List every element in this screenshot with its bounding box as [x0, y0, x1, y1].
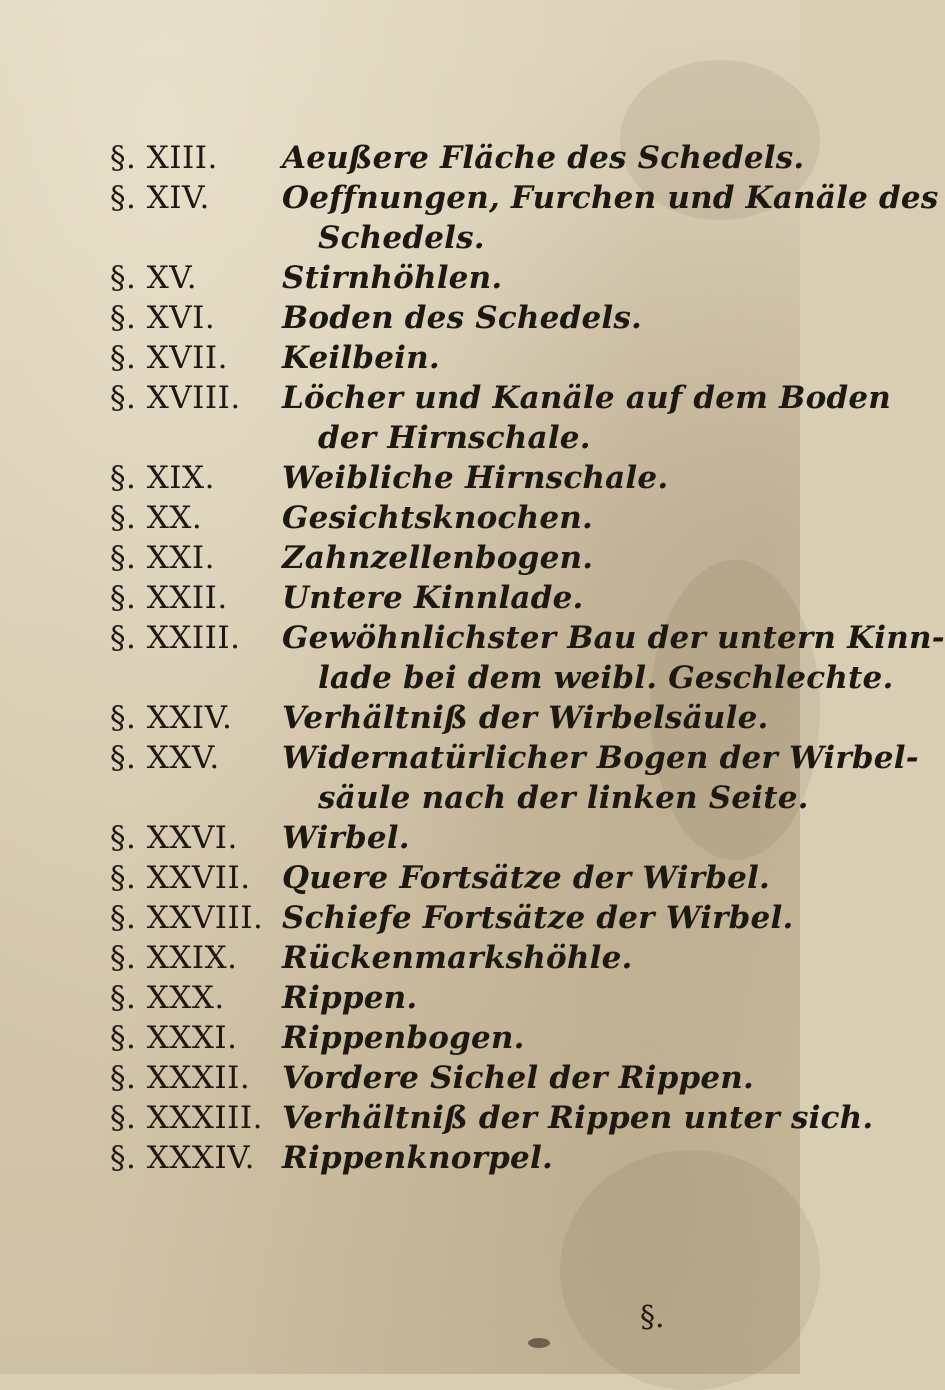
section-number: §. XXVI. [110, 820, 238, 856]
section-number: §. XXIII. [110, 620, 241, 656]
section-title [282, 978, 780, 1018]
section-title [282, 738, 919, 818]
toc-entry [110, 938, 780, 978]
section-number: §. XXX. [110, 980, 225, 1016]
section-title [282, 258, 780, 298]
section-title-continuation: der Hirnschale. [318, 420, 591, 456]
paper-stain [560, 1150, 820, 1390]
toc-entry [110, 738, 919, 818]
toc-entry [110, 498, 780, 538]
section-number: §. XIV. [110, 180, 210, 216]
section-title-continuation: säule nach der linken Seite. [318, 780, 809, 816]
toc-entry [110, 1058, 780, 1098]
toc-entry [110, 378, 891, 458]
toc-entry [110, 258, 780, 298]
section-title [282, 818, 780, 858]
section-title [282, 618, 945, 698]
section-title-line: Aeußere Fläche des Schedels. [282, 140, 805, 176]
section-title-line: Stirnhöhlen. [282, 260, 503, 296]
section-number: §. XXIX. [110, 940, 238, 976]
ink-blot [528, 1338, 550, 1348]
section-title [282, 858, 780, 898]
section-title-line: Verhältniß der Wirbelsäule. [282, 700, 769, 736]
section-title-line: Löcher und Kanäle auf dem Boden [282, 380, 891, 416]
toc-entry [110, 858, 780, 898]
toc-entry [110, 818, 780, 858]
section-title-line: Rückenmarkshöhle. [282, 940, 633, 976]
table-of-contents [110, 138, 945, 1178]
section-number: §. XXVIII. [110, 900, 264, 936]
section-title-line: Rippenbogen. [282, 1020, 525, 1056]
section-title [282, 298, 780, 338]
section-title [282, 498, 780, 538]
section-title-line: Zahnzellenbogen. [282, 540, 594, 576]
toc-entry [110, 618, 945, 698]
section-title-line: Verhältniß der Rippen unter sich. [282, 1100, 874, 1136]
section-title-line: Widernatürlicher Bogen der Wirbel- [282, 740, 919, 776]
section-title-line: Rippenknorpel. [282, 1140, 553, 1176]
section-title [282, 1018, 780, 1058]
section-title-line: Untere Kinnlade. [282, 580, 584, 616]
section-title-line: Vordere Sichel der Rippen. [282, 1060, 755, 1096]
section-number: §. XIX. [110, 460, 215, 496]
section-title-line: Schiefe Fortsätze der Wirbel. [282, 900, 794, 936]
section-number: §. XXIV. [110, 700, 233, 736]
section-title [282, 138, 804, 178]
toc-entry [110, 1098, 874, 1138]
section-number: §. XXXIV. [110, 1140, 255, 1176]
section-number: §. XXXII. [110, 1060, 251, 1096]
toc-entry [110, 538, 780, 578]
section-title-line: Keilbein. [282, 340, 440, 376]
section-title [282, 898, 793, 938]
catchword: §. [640, 1300, 665, 1335]
toc-entry [110, 578, 780, 618]
section-title [282, 1138, 780, 1178]
section-title [282, 378, 891, 458]
section-number: §. XX. [110, 500, 203, 536]
section-title [282, 1058, 780, 1098]
section-title-continuation: lade bei dem weibl. Geschlechte. [318, 660, 894, 696]
section-number: §. XXXI. [110, 1020, 238, 1056]
section-number: §. XXI. [110, 540, 215, 576]
section-title [282, 1098, 873, 1138]
section-number: §. XVIII. [110, 380, 241, 416]
section-title-line: Gewöhnlichster Bau der untern Kinn- [282, 620, 945, 656]
section-title-line: Quere Fortsätze der Wirbel. [282, 860, 771, 896]
section-title-line: Boden des Schedels. [282, 300, 642, 336]
section-number: §. XXII. [110, 580, 228, 616]
section-number: §. XXV. [110, 740, 220, 776]
toc-entry [110, 698, 780, 738]
section-title [282, 338, 780, 378]
section-number: §. XVI. [110, 300, 216, 336]
toc-entry [110, 298, 780, 338]
toc-entry [110, 1018, 780, 1058]
section-title [282, 698, 780, 738]
section-title [282, 178, 938, 258]
section-title-line: Rippen. [282, 980, 418, 1016]
section-title [282, 578, 780, 618]
toc-entry [110, 458, 780, 498]
section-number: §. XXVII. [110, 860, 251, 896]
toc-entry [110, 338, 780, 378]
toc-entry [110, 1138, 780, 1178]
section-title [282, 538, 780, 578]
section-number: §. XV. [110, 260, 198, 296]
section-title-line: Wirbel. [282, 820, 410, 856]
toc-entry [110, 898, 794, 938]
toc-entry [110, 978, 780, 1018]
section-title [282, 458, 780, 498]
section-number: §. XXXIII. [110, 1100, 264, 1136]
section-title-continuation: Schedels. [318, 220, 485, 256]
toc-entry [110, 178, 939, 258]
section-number: §. XIII. [110, 140, 218, 176]
section-number: §. XVII. [110, 340, 229, 376]
section-title-line: Weibliche Hirnschale. [282, 460, 669, 496]
section-title [282, 938, 780, 978]
section-title-line: Gesichtsknochen. [282, 500, 593, 536]
toc-entry [110, 138, 805, 178]
section-title-line: Oeffnungen, Furchen und Kanäle des [282, 180, 939, 216]
